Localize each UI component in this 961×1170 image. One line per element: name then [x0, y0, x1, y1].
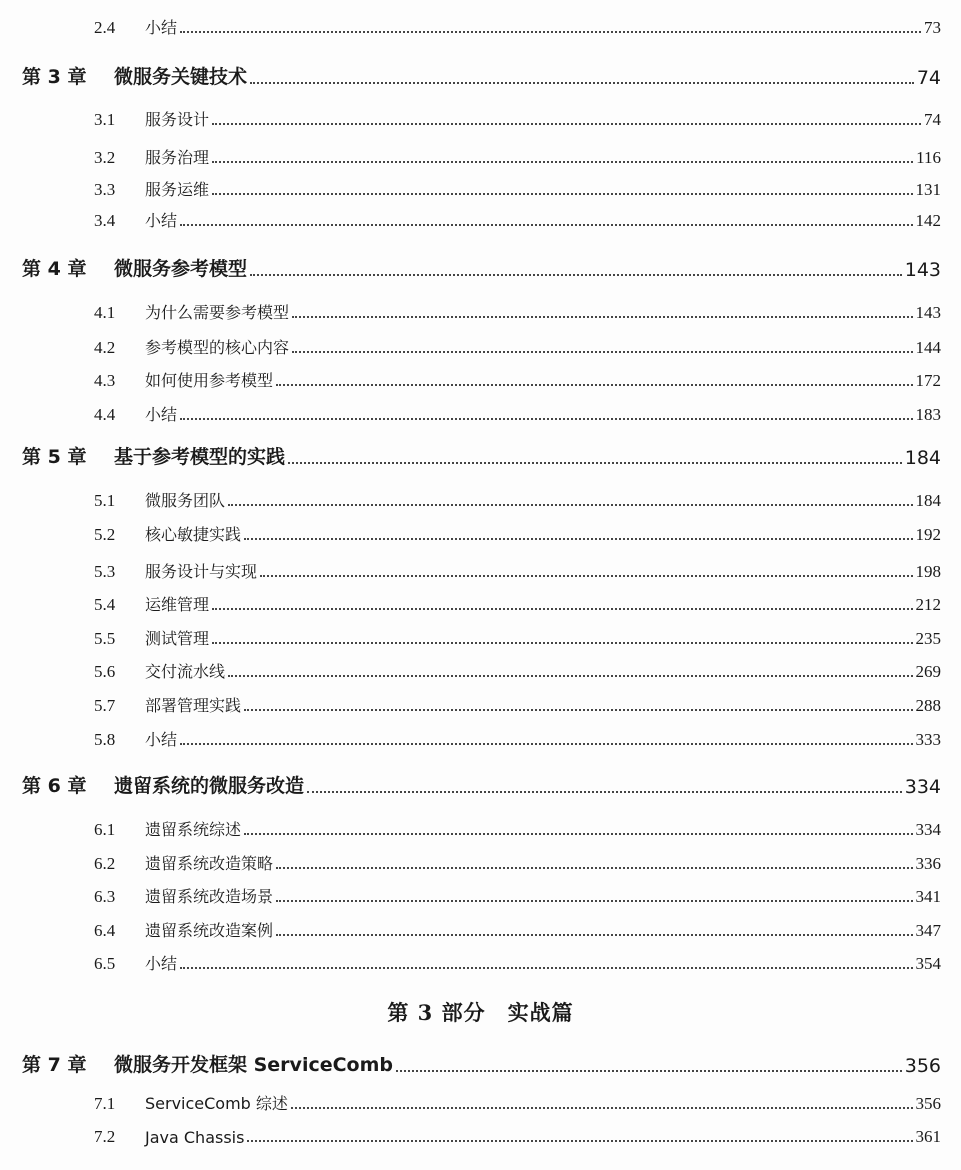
dot-leader: [212, 122, 921, 125]
section-number: 6.5: [94, 954, 116, 973]
dot-leader: [228, 674, 912, 677]
section-number: 4.2: [94, 338, 116, 357]
section-number: 5.8: [94, 730, 116, 749]
section-number: 5.6: [94, 662, 116, 681]
page-number: 336: [915, 854, 941, 873]
part-heading: 第 3 部分 实战篇: [387, 1000, 574, 1025]
page-number: 347: [915, 921, 941, 940]
toc-section-entry[interactable]: [0, 521, 961, 545]
chapter-number: 第 6 章: [22, 775, 87, 797]
section-title: Java Chassis: [145, 1128, 245, 1147]
section-number: 6.2: [94, 854, 116, 873]
page-number: 333: [915, 730, 941, 749]
dot-leader: [250, 273, 902, 276]
section-title: 服务设计: [145, 110, 210, 129]
page-number: 74: [924, 110, 941, 129]
section-title: 小结: [145, 405, 178, 424]
toc-section-entry[interactable]: [0, 401, 961, 425]
dot-leader: [212, 607, 912, 610]
chapter-number: 第 5 章: [22, 446, 87, 468]
page-number: 356: [915, 1094, 941, 1113]
section-title: 小结: [145, 18, 178, 37]
section-title: 遗留系统改造场景: [145, 887, 274, 906]
toc-chapter-entry[interactable]: [0, 255, 961, 281]
dot-leader: [250, 81, 914, 84]
toc-section-entry[interactable]: [0, 558, 961, 582]
toc-section-entry[interactable]: [0, 816, 961, 840]
section-title: 服务设计与实现: [145, 562, 258, 581]
toc-section-entry[interactable]: [0, 176, 961, 200]
chapter-title: 微服务关键技术: [114, 66, 248, 88]
toc-section-entry[interactable]: [0, 334, 961, 358]
section-title: 服务运维: [145, 180, 210, 199]
toc-section-entry[interactable]: [0, 850, 961, 874]
section-number: 5.7: [94, 696, 116, 715]
dot-leader: [276, 899, 912, 902]
toc-section-entry[interactable]: [0, 692, 961, 716]
section-number: 3.2: [94, 148, 116, 167]
section-number: 7.1: [94, 1094, 116, 1113]
toc-section-entry[interactable]: [0, 950, 961, 974]
page-number: 269: [915, 662, 941, 681]
chapter-title: 遗留系统的微服务改造: [114, 775, 305, 797]
section-title: 核心敏捷实践: [145, 525, 242, 544]
toc-section-entry[interactable]: [0, 625, 961, 649]
page-number: 144: [915, 338, 941, 357]
section-number: 5.5: [94, 629, 116, 648]
section-number: 5.4: [94, 595, 116, 614]
toc-chapter-entry[interactable]: [0, 63, 961, 89]
toc-section-entry[interactable]: [0, 144, 961, 168]
chapter-title: 微服务开发框架 ServiceComb: [114, 1054, 393, 1076]
page-number: 192: [915, 525, 941, 544]
section-title: 如何使用参考模型: [145, 371, 274, 390]
dot-leader: [292, 350, 912, 353]
section-number: 7.2: [94, 1127, 116, 1146]
section-title: 遗留系统综述: [145, 820, 242, 839]
section-number: 4.3: [94, 371, 116, 390]
page-number: 143: [915, 303, 941, 322]
page-number: 116: [916, 148, 941, 167]
section-number: 3.1: [94, 110, 116, 129]
section-title: 遗留系统改造案例: [145, 921, 274, 940]
section-title: 为什么需要参考模型: [145, 303, 290, 322]
dot-leader: [307, 790, 902, 793]
dot-leader: [180, 30, 921, 33]
toc-section-entry[interactable]: [0, 917, 961, 941]
page-number: 361: [915, 1127, 941, 1146]
dot-leader: [244, 708, 912, 711]
section-number: 4.1: [94, 303, 116, 322]
toc-section-entry[interactable]: [0, 14, 961, 38]
section-number: 6.1: [94, 820, 116, 839]
page-number: 198: [915, 562, 941, 581]
section-title: ServiceComb 综述: [145, 1094, 288, 1113]
page-number: 341: [915, 887, 941, 906]
section-number: 2.4: [94, 18, 116, 37]
dot-leader: [180, 223, 912, 226]
dot-leader: [292, 315, 912, 318]
toc-section-entry[interactable]: [0, 487, 961, 511]
page-number: 334: [904, 776, 941, 798]
section-title: 测试管理: [145, 629, 210, 648]
section-number: 3.3: [94, 180, 116, 199]
page-number: 143: [904, 259, 941, 281]
toc-section-entry[interactable]: [0, 658, 961, 682]
toc-section-entry[interactable]: [0, 1090, 961, 1114]
chapter-number: 第 3 章: [22, 66, 87, 88]
dot-leader: [180, 742, 912, 745]
page-number: 212: [915, 595, 941, 614]
chapter-number: 第 4 章: [22, 258, 87, 280]
page-number: 142: [915, 211, 941, 230]
dot-leader: [212, 160, 913, 163]
toc-section-entry[interactable]: [0, 106, 961, 130]
section-number: 3.4: [94, 211, 116, 230]
page-number: 354: [915, 954, 941, 973]
dot-leader: [212, 192, 912, 195]
chapter-number: 第 7 章: [22, 1054, 87, 1076]
toc-section-entry[interactable]: [0, 883, 961, 907]
toc-section-entry[interactable]: [0, 367, 961, 391]
section-number: 6.4: [94, 921, 116, 940]
dot-leader: [212, 641, 912, 644]
page-number: 172: [915, 371, 941, 390]
page-number: 356: [904, 1055, 941, 1077]
section-title: 微服务团队: [145, 491, 226, 510]
section-title: 遗留系统改造策略: [145, 854, 274, 873]
dot-leader: [291, 1106, 913, 1109]
section-title: 小结: [145, 730, 178, 749]
chapter-title: 微服务参考模型: [114, 258, 248, 280]
section-number: 5.3: [94, 562, 116, 581]
dot-leader: [180, 417, 912, 420]
section-title: 小结: [145, 954, 178, 973]
page-number: 73: [924, 18, 941, 37]
section-number: 5.1: [94, 491, 116, 510]
page-number: 74: [916, 67, 941, 89]
dot-leader: [260, 574, 912, 577]
section-title: 小结: [145, 211, 178, 230]
page-number: 334: [915, 820, 941, 839]
dot-leader: [180, 966, 912, 969]
page-number: 184: [915, 491, 941, 510]
dot-leader: [247, 1139, 912, 1142]
dot-leader: [276, 383, 912, 386]
chapter-title: 基于参考模型的实践: [114, 446, 286, 468]
section-title: 运维管理: [145, 595, 210, 614]
dot-leader: [228, 503, 912, 506]
page-number: 184: [904, 447, 941, 469]
dot-leader: [288, 461, 902, 464]
dot-leader: [276, 933, 912, 936]
page-number: 183: [915, 405, 941, 424]
section-title: 参考模型的核心内容: [145, 338, 290, 357]
toc-chapter-entry[interactable]: [0, 443, 961, 469]
toc-section-entry[interactable]: [0, 299, 961, 323]
dot-leader: [276, 866, 912, 869]
section-title: 服务治理: [145, 148, 210, 167]
section-title: 交付流水线: [145, 662, 226, 681]
toc-chapter-entry[interactable]: [0, 1051, 961, 1077]
section-number: 4.4: [94, 405, 116, 424]
section-title: 部署管理实践: [145, 696, 242, 715]
toc-chapter-entry[interactable]: [0, 772, 961, 798]
section-number: 6.3: [94, 887, 116, 906]
page-number: 288: [915, 696, 941, 715]
section-number: 5.2: [94, 525, 116, 544]
dot-leader: [244, 832, 912, 835]
toc-section-entry[interactable]: [0, 1123, 961, 1147]
toc-section-entry[interactable]: [0, 591, 961, 615]
dot-leader: [244, 537, 912, 540]
toc-section-entry[interactable]: [0, 726, 961, 750]
toc-section-entry[interactable]: [0, 207, 961, 231]
page-number: 131: [915, 180, 941, 199]
dot-leader: [396, 1069, 902, 1072]
page-number: 235: [915, 629, 941, 648]
